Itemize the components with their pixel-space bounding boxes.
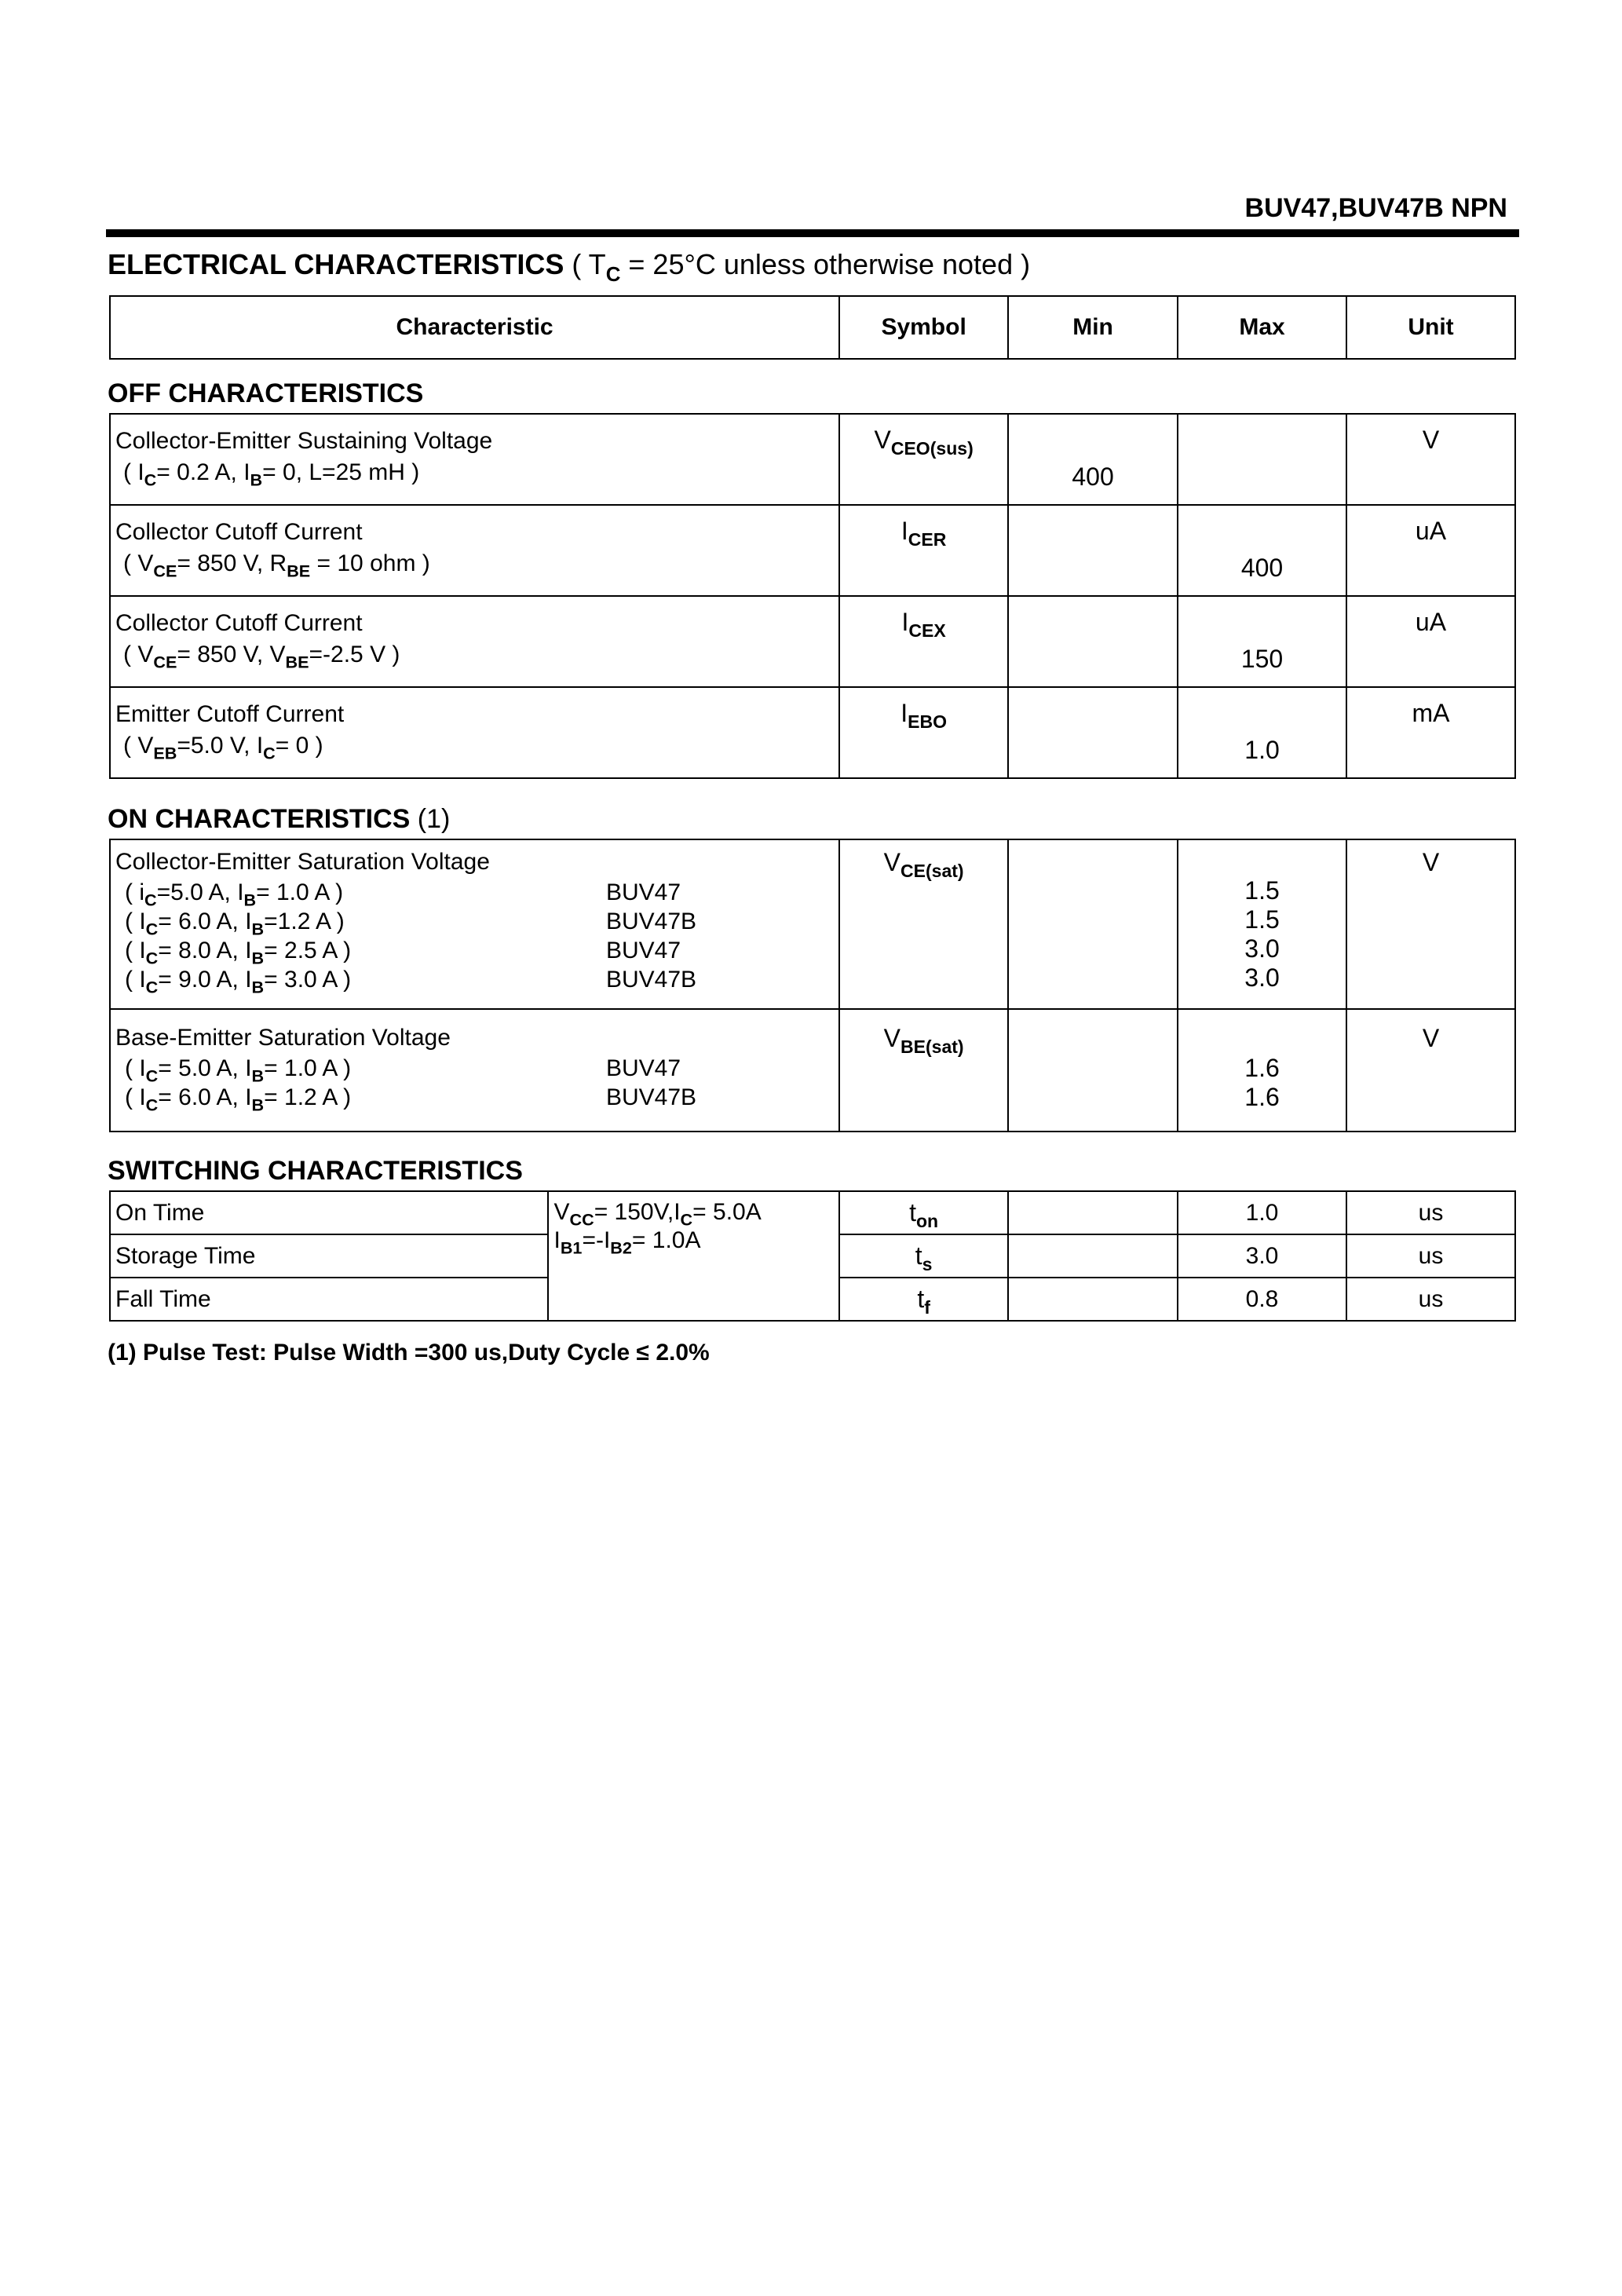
on-heading: ON CHARACTERISTICS (1)	[108, 804, 451, 834]
unit-value: us	[1346, 1234, 1515, 1278]
title-main: ELECTRICAL CHARACTERISTICS	[108, 248, 564, 280]
max-value: 3.0	[1244, 963, 1280, 992]
symbol-cell: $V_{CEO(sus)}$	[839, 414, 1008, 505]
condition-line: ( $I_C= 9.0$ A, $I_B= 3.0$ A ) BUV47B	[125, 967, 697, 997]
device-label: BUV47B	[606, 909, 697, 934]
table-row	[110, 687, 1515, 778]
header-rule	[106, 229, 1519, 237]
switching-condition: $V_{CC}= 150V,I_C= 5.0A$ $I_{B1}=-I_{B2}= 1.0A$	[548, 1191, 839, 1321]
condition-line: ( $i_C=5.0$ A, $I_B= 1.0$ A ) BUV47	[125, 879, 681, 910]
max-value: 1.6	[1244, 1083, 1280, 1111]
char-name: Emitter Cutoff Current	[115, 701, 345, 727]
char-name: Collector-Emitter Sustaining Voltage	[115, 428, 493, 454]
max-values	[1178, 839, 1346, 1009]
max-value: 1.6	[1244, 1054, 1280, 1082]
max-value: 3.0	[1244, 934, 1280, 963]
device-label: BUV47B	[606, 967, 697, 993]
unit-value: V	[1346, 1009, 1515, 1132]
on-table	[109, 839, 1516, 1132]
symbol-cell: $I_{CEX}$	[839, 596, 1008, 687]
title-cond-sub: C	[605, 264, 621, 287]
title-cond-suffix: = 25°C unless otherwise noted )	[620, 248, 1031, 280]
char-name: Collector Cutoff Current	[115, 610, 363, 636]
switching-heading: SWITCHING CHARACTERISTICS	[108, 1156, 523, 1186]
table-row	[110, 505, 1515, 596]
max-value: 0.8	[1178, 1278, 1346, 1321]
char-name: Storage Time	[110, 1234, 548, 1278]
max-value	[1178, 414, 1346, 505]
unit-value: us	[1346, 1278, 1515, 1321]
char-condition: ( $V_{EB}=5.0$ V, $I_C= 0$ )	[123, 733, 323, 763]
unit-value: us	[1346, 1191, 1515, 1234]
max-value: 3.0	[1178, 1234, 1346, 1278]
footnote: (1) Pulse Test: Pulse Width =300 us,Duty Cycle ≤ 2.0%	[108, 1340, 710, 1366]
symbol-cell: $I_{EBO}$	[839, 687, 1008, 778]
symbol-cell: $I_{CER}$	[839, 505, 1008, 596]
symbol-cell: $V_{CE(sat)}$	[839, 839, 1008, 1009]
col-min: Min	[1008, 296, 1178, 359]
char-name: Collector Cutoff Current	[115, 519, 363, 545]
table-row	[110, 596, 1515, 687]
device-label: BUV47	[606, 1055, 681, 1081]
max-value: 1.5	[1244, 876, 1280, 905]
min-value	[1008, 596, 1178, 687]
max-value: 150	[1178, 596, 1346, 687]
char-condition: ( $V_{CE}= 850$ V, $R_{BE} = 10$ ohm )	[123, 550, 430, 581]
col-symbol: Symbol	[839, 296, 1008, 359]
table-row	[110, 1191, 1515, 1234]
max-value: 400	[1178, 505, 1346, 596]
max-value: 1.0	[1178, 1191, 1346, 1234]
min-value: 400	[1008, 414, 1178, 505]
symbol-cell: $t_s$	[839, 1234, 1008, 1278]
char-condition: ( $I_C= 0.2$ A, $I_B= 0$, L=25 mH )	[123, 459, 420, 490]
min-value	[1008, 1009, 1178, 1132]
char-name: Fall Time	[110, 1278, 548, 1321]
unit-value: uA	[1346, 505, 1515, 596]
unit-value: mA	[1346, 687, 1515, 778]
symbol-cell: $t_{on}$	[839, 1191, 1008, 1234]
condition-line: ( $I_C= 8.0$ A, $I_B= 2.5$ A ) BUV47	[125, 938, 681, 968]
min-value	[1008, 505, 1178, 596]
condition-line: ( $I_C= 6.0$ A, $I_B=1.2$ A ) BUV47B	[125, 909, 697, 939]
unit-value: V	[1346, 414, 1515, 505]
symbol-cell: $V_{BE(sat)}$	[839, 1009, 1008, 1132]
unit-value: uA	[1346, 596, 1515, 687]
max-values	[1178, 1009, 1346, 1132]
symbol-cell: $t_f$	[839, 1278, 1008, 1321]
column-header-table	[109, 295, 1516, 360]
max-value: 1.0	[1178, 687, 1346, 778]
min-value	[1008, 1278, 1178, 1321]
table-row	[110, 839, 1515, 1009]
min-value	[1008, 1234, 1178, 1278]
table-row	[110, 414, 1515, 505]
char-name: Collector-Emitter Saturation Voltage	[115, 849, 490, 875]
col-characteristic: Characteristic	[110, 296, 839, 359]
condition-line: ( $I_C= 6.0$ A, $I_B= 1.2$ A ) BUV47B	[125, 1084, 697, 1115]
off-table	[109, 413, 1516, 779]
section-title	[108, 248, 1031, 287]
device-label: BUV47B	[606, 1084, 697, 1110]
char-name: Base-Emitter Saturation Voltage	[115, 1025, 451, 1051]
device-label: BUV47	[606, 879, 681, 905]
device-label: BUV47	[606, 938, 681, 963]
min-value	[1008, 687, 1178, 778]
condition-line: ( $I_C= 5.0$ A, $I_B= 1.0$ A ) BUV47	[125, 1055, 681, 1086]
min-value	[1008, 1191, 1178, 1234]
char-name: On Time	[110, 1191, 548, 1234]
unit-value: V	[1346, 839, 1515, 1009]
char-condition: ( $V_{CE}= 850$ V, $V_{BE}=-2.5$ V )	[123, 642, 400, 672]
max-value: 1.5	[1244, 905, 1280, 934]
col-max: Max	[1178, 296, 1346, 359]
part-number-header: BUV47,BUV47B NPN	[1244, 193, 1507, 223]
min-value	[1008, 839, 1178, 1009]
off-heading: OFF CHARACTERISTICS	[108, 378, 424, 408]
switching-table	[109, 1190, 1516, 1322]
col-unit: Unit	[1346, 296, 1515, 359]
title-cond-prefix: ( T	[564, 248, 606, 280]
table-row	[110, 1009, 1515, 1132]
